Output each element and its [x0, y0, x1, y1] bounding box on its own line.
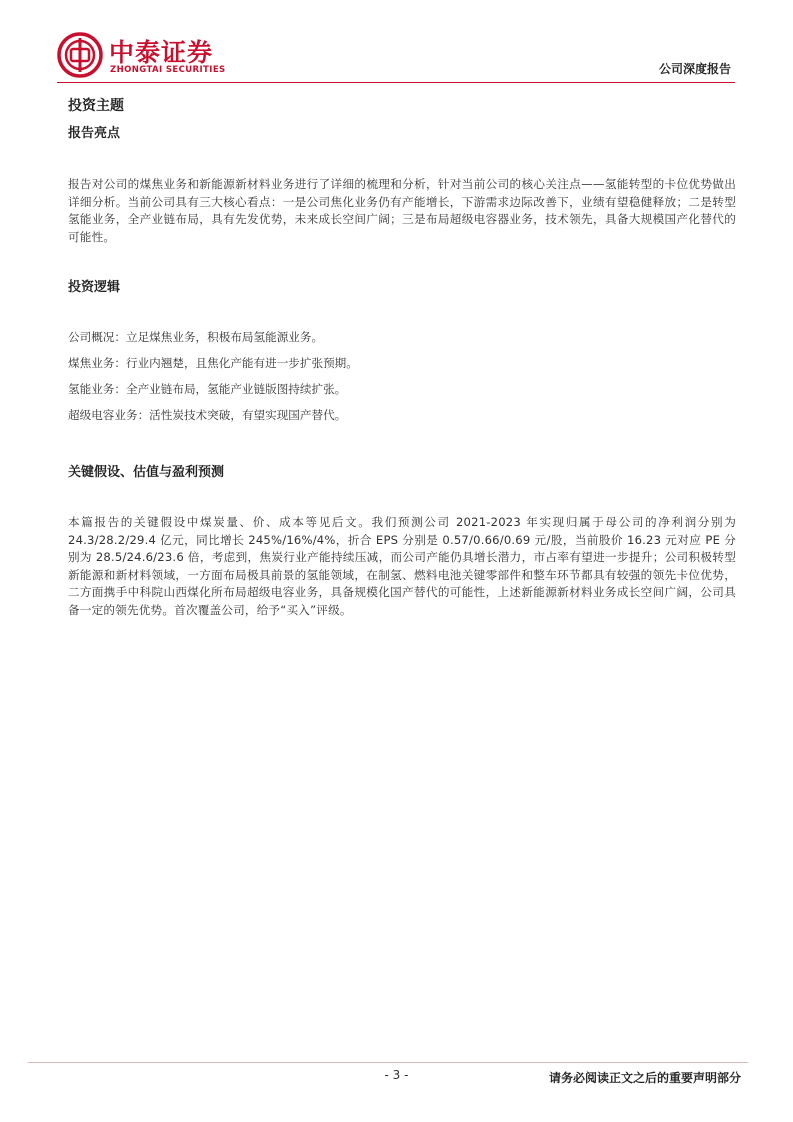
logic-item: 超级电容业务：活性炭技术突破，有望实现国产替代。: [68, 408, 347, 422]
highlights-heading: 报告亮点: [68, 126, 121, 141]
footer-divider: [28, 1062, 748, 1063]
logic-item: 氢能业务：全产业链布局，氢能产业链版图持续扩张。: [68, 382, 347, 396]
logic-item: 煤焦业务：行业内翘楚，且焦化产能有进一步扩张预期。: [68, 356, 358, 370]
page-number: - 3 -: [384, 1068, 409, 1082]
logic-item: 公司概况：立足煤焦业务，积极布局氢能源业务。: [68, 330, 324, 344]
zhongtai-logo-icon: [57, 32, 103, 78]
page-header: [0, 0, 793, 90]
header-divider: [57, 82, 735, 83]
investment-theme-heading: 投资主题: [68, 98, 124, 114]
company-logo: [57, 32, 247, 78]
assumptions-paragraph: 本篇报告的关键假设中煤炭量、价、成本等见后文。我们预测公司 2021-2023 年实现归属于母公司的净利润分别为 24.3/28.2/29.4 亿元，同比增长 245%/16%/4%，折合 EPS 分别是 0.57/0.66/0.69 元/股，当前股价 16.23 元对应 PE 分别为 28.5/24.6/23.6 倍，考虑到，焦炭行业产能持续压减，而公司产能仍具增长潜力，市占率有望进一步提升；公司积极转型新能源和新材料领域，一方面布局极具前景的氢能领域，在制氢、燃料电池关键零部件和整车环节都具有较强的领先卡位优势，二方面携手中科院山西煤化所布局超级电容业务，具备规模化国产替代的可能性，上述新能源新材料业务成长空间广阔，公司具备一定的领先优势。首次覆盖公司，给予“买入”评级。: [68, 515, 736, 617]
footer-disclaimer: 请务必阅读正文之后的重要声明部分: [548, 1071, 741, 1085]
highlights-paragraph: 报告对公司的煤焦业务和新能源新材料业务进行了详细的梳理和分析，针对当前公司的核心关注点——氢能转型的卡位优势做出详细分析。当前公司具有三大核心看点：一是公司焦化业务仍有产能增长，下游需求边际改善下，业绩有望稳健释放；二是转型氢能业务，全产业链布局，具有先发优势，未来成长空间广阔；三是布局超级电容器业务，技术领先，具备大规模国产化替代的可能性。: [68, 177, 736, 244]
logo-chinese-name: 中泰证券: [109, 38, 214, 67]
report-type-label: 公司深度报告: [658, 62, 731, 76]
investment-logic-heading: 投资逻辑: [68, 280, 121, 295]
logo-english-name: ZHONGTAI SECURITIES: [110, 65, 226, 75]
assumptions-heading: 关键假设、估值与盈利预测: [68, 465, 225, 480]
